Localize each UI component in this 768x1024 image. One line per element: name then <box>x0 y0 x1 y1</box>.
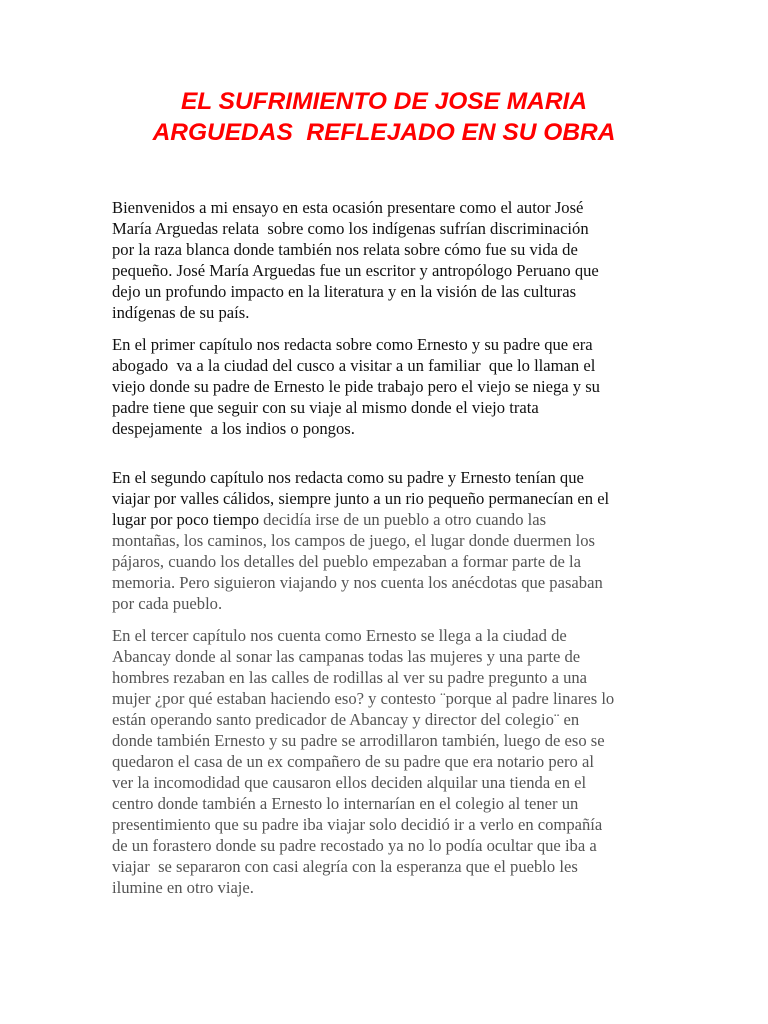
text-line: Bienvenidos a mi ensayo en esta ocasión presentare como el autor José <box>112 198 584 217</box>
paragraph-intro <box>112 197 664 323</box>
text-line: despejamente a los indios o pongos. <box>112 419 355 438</box>
text-line: por cada pueblo. <box>112 594 223 613</box>
paragraph-chapter-2 <box>112 467 664 614</box>
text-line: abogado va a la ciudad del cusco a visitar a un familiar que lo llaman el <box>112 356 596 375</box>
text-line: de un forastero donde su padre recostado ya no lo podía ocultar que iba a <box>112 836 597 855</box>
text-line: viajar se separaron con casi alegría con la esperanza que el pueblo les <box>112 857 578 876</box>
text-line: quedaron el casa de un ex compañero de su padre que era notario pero al <box>112 752 594 771</box>
text-line: María Arguedas relata sobre como los indígenas sufrían discriminación <box>112 219 589 238</box>
text-line: por la raza blanca donde también nos relata sobre cómo fue su vida de <box>112 240 578 259</box>
text-line: presentimiento que su padre iba viajar solo decidió ir a verlo en compañía <box>112 815 603 834</box>
text-line-mixed <box>112 509 664 530</box>
text-line: montañas, los caminos, los campos de juego, el lugar donde duermen los <box>112 531 595 550</box>
title-line: ARGUEDAS REFLEJADO EN SU OBRA <box>152 119 616 146</box>
text-line: mujer ¿por qué estaban haciendo eso? y contesto ¨porque al padre linares lo <box>112 689 615 708</box>
paragraph-chapter-3 <box>112 625 664 898</box>
text-run: lugar por poco tiempo <box>112 510 264 529</box>
text-line: donde también Ernesto y su padre se arrodillaron también, luego de eso se <box>112 731 605 750</box>
text-line: hombres rezaban en las calles de rodillas al ver su padre pregunto a una <box>112 668 588 687</box>
paragraph-chapter-1 <box>112 334 664 439</box>
text-line: padre tiene que seguir con su viaje al mismo donde el viejo trata <box>112 398 539 417</box>
text-line: En el segundo capítulo nos redacta como su padre y Ernesto tenían que <box>112 468 584 487</box>
text-line: Abancay donde al sonar las campanas todas las mujeres y una parte de <box>112 647 581 666</box>
text-line: pequeño. José María Arguedas fue un escritor y antropólogo Peruano que <box>112 261 599 280</box>
text-line: centro donde también a Ernesto lo internarían en el colegio al tener un <box>112 794 579 813</box>
text-line: pájaros, cuando los detalles del pueblo empezaban a formar parte de la <box>112 552 582 571</box>
text-line: memoria. Pero siguieron viajando y nos cuenta los anécdotas que pasaban <box>112 573 603 592</box>
text-line: ver la incomodidad que causaron ellos deciden alquilar una tienda en el <box>112 773 587 792</box>
text-line: viejo donde su padre de Ernesto le pide trabajo pero el viejo se niega y su <box>112 377 600 396</box>
text-line: viajar por valles cálidos, siempre junto a un rio pequeño permanecían en el <box>112 489 610 508</box>
text-line: indígenas de su país. <box>112 303 250 322</box>
document-title <box>60 86 708 148</box>
text-line: dejo un profundo impacto en la literatura y en la visión de las culturas <box>112 282 577 301</box>
text-line: En el tercer capítulo nos cuenta como Ernesto se llega a la ciudad de <box>112 626 567 645</box>
title-line: EL SUFRIMIENTO DE JOSE MARIA <box>180 88 588 115</box>
text-run-gray: decidía irse de un pueblo a otro cuando las <box>263 510 547 529</box>
text-line: están operando santo predicador de Abancay y director del colegio¨ en <box>112 710 580 729</box>
text-line: En el primer capítulo nos redacta sobre como Ernesto y su padre que era <box>112 335 593 354</box>
text-line: ilumine en otro viaje. <box>112 878 254 897</box>
